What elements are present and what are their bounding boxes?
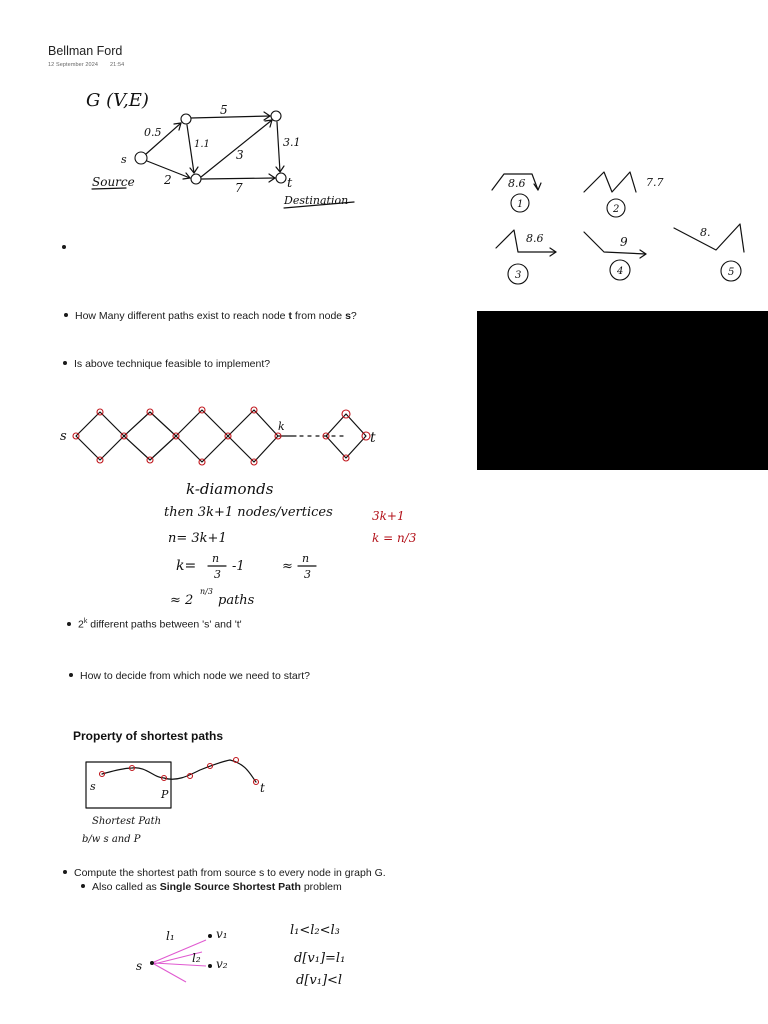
curve-t-label: t	[260, 781, 265, 795]
svg-text:3: 3	[214, 568, 221, 581]
bullet-compute-shortest: Compute the shortest path from source s to every node in graph G.	[63, 867, 386, 879]
edge-label-a-c: 1.1	[194, 139, 210, 150]
edge-label-b-t: 3.1	[283, 136, 301, 149]
source-label: Source	[92, 175, 135, 189]
path2-value: 7.7	[646, 176, 664, 189]
diamond-s-label: s	[60, 429, 67, 444]
diamond-t-label: t	[370, 430, 376, 446]
graph-title: G (V,E)	[86, 90, 149, 111]
bullet-2k-paths: 2$^k$ different paths between 's' and 't'	[67, 618, 242, 631]
path1-number: 1	[517, 199, 524, 210]
page-title: Bellman Ford	[48, 44, 123, 58]
svg-text:≈: ≈	[282, 559, 293, 574]
edge-label-c-t: 7	[235, 181, 243, 195]
svg-text:n: n	[302, 552, 310, 565]
page-timestamp	[48, 62, 124, 68]
k-equation: k=	[176, 558, 197, 574]
bullet-sssp: Also called as Single Source Shortest Path problem	[81, 881, 342, 893]
red-note-3k1: 3k+1	[372, 509, 405, 523]
svg-text:n: n	[212, 552, 220, 565]
subpath-box	[86, 762, 171, 808]
graph-node-t	[276, 173, 286, 183]
svg-text:n/3: n/3	[200, 587, 213, 596]
bullet-feasible: Is above technique feasible to implement?	[63, 358, 270, 370]
svg-text:3: 3	[304, 568, 311, 581]
path5-number: 5	[728, 267, 735, 278]
sssp-v1: v₁	[216, 927, 228, 941]
edge-a-b	[191, 116, 270, 118]
sssp-sketch	[132, 916, 392, 988]
diamond-k-label: k	[278, 420, 285, 433]
n-equation: n= 3k+1	[168, 531, 227, 546]
diamond-chain-sketch	[56, 402, 416, 614]
nodes-count-text: then 3k+1 nodes/vertices	[164, 505, 333, 520]
sssp-v2: v₂	[216, 957, 228, 971]
svg-text:paths: paths	[218, 593, 255, 608]
edge-label-c-b: 3	[236, 148, 244, 162]
path3-number: 3	[515, 270, 522, 281]
page-date: 12 September 2024	[48, 62, 99, 68]
sssp-d1: d[v₁]=l₁	[294, 951, 346, 966]
path2-sketch	[584, 172, 636, 192]
node-label-s: s	[121, 153, 127, 166]
edge-label-s-c: 2	[164, 173, 172, 187]
empty-bullet	[62, 242, 73, 254]
edge-label-a-b: 5	[220, 103, 228, 117]
path4-value: 9	[620, 235, 628, 249]
graph-gve-sketch	[80, 84, 370, 214]
sssp-l2: l₂	[192, 951, 201, 965]
box-s-label: s	[90, 780, 96, 793]
sssp-s-label: s	[136, 959, 143, 973]
edge-c-t	[202, 178, 275, 179]
sssp-l1: l₁	[166, 929, 175, 943]
path4-number: 4	[617, 266, 624, 277]
graph-node-c	[191, 174, 201, 184]
between-s-p-note: b/w s and P	[82, 834, 141, 845]
sssp-d2: d[v₁]<l	[296, 973, 343, 988]
edge-b-t	[277, 122, 280, 172]
path3-value: 8.6	[526, 232, 544, 245]
shortest-path-property-sketch	[80, 752, 280, 848]
box-p-label: P	[161, 788, 169, 801]
bullet-start-node: How to decide from which node we need to start?	[69, 670, 310, 682]
destination-label: Destination	[284, 194, 349, 207]
path4-sketch	[584, 232, 646, 254]
sssp-inequality: l₁<l₂<l₃	[290, 923, 340, 938]
k-diamonds-text: k-diamonds	[186, 480, 274, 498]
path-enumeration-sketch	[486, 166, 756, 290]
path1-value: 8.6	[508, 177, 526, 190]
edge-a-c	[187, 125, 194, 173]
redacted-box	[477, 311, 768, 470]
diamond-chain	[76, 410, 278, 462]
shortest-path-note: Shortest Path	[92, 816, 162, 827]
graph-node-b	[271, 111, 281, 121]
svg-text:-1: -1	[232, 559, 245, 574]
bullet-paths-count: How Many different paths exist to reach node t from node s?	[64, 310, 357, 322]
path2-number: 2	[613, 204, 620, 215]
shortest-paths-heading: Property of shortest paths	[73, 729, 224, 743]
path5-value: 8.	[700, 226, 711, 239]
red-note-k: k = n/3	[372, 531, 417, 545]
paths-approx: ≈ 2	[170, 593, 194, 608]
path-curve	[102, 760, 256, 782]
node-label-t: t	[287, 176, 293, 191]
graph-node-s	[135, 152, 147, 164]
edge-label-s-a: 0.5	[144, 126, 162, 139]
page-time: 21:54	[110, 62, 125, 68]
graph-node-a	[181, 114, 191, 124]
